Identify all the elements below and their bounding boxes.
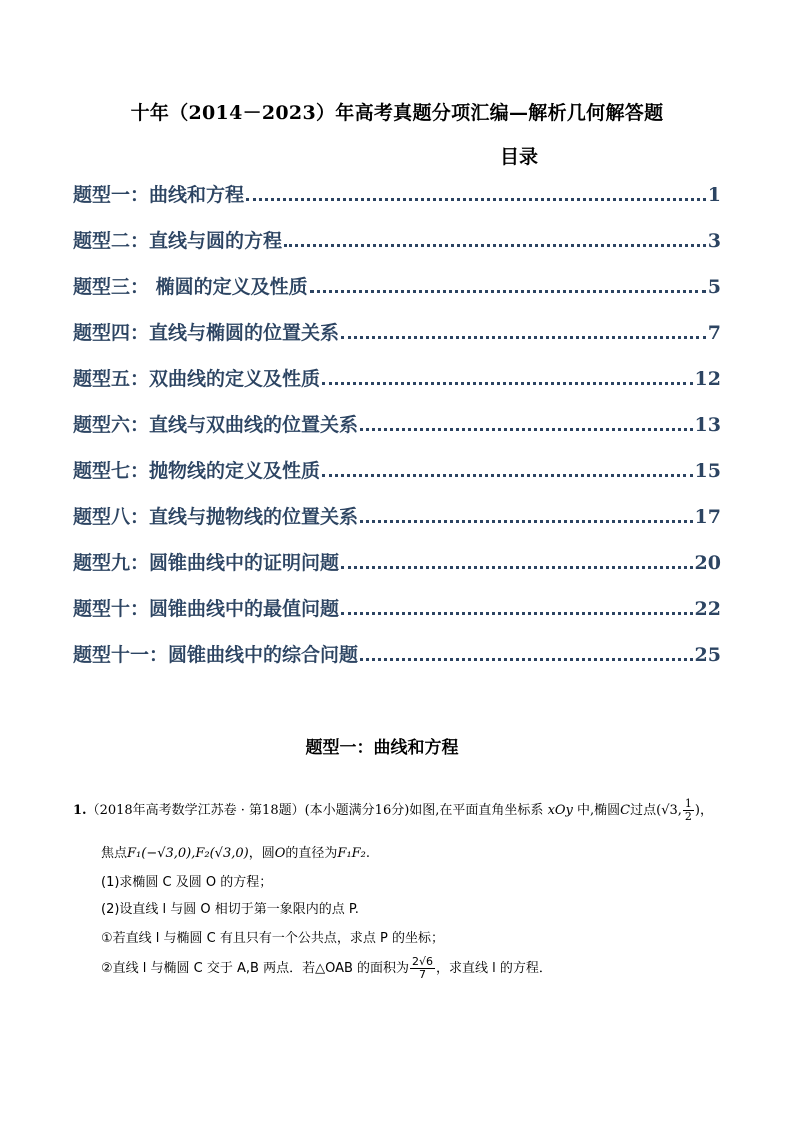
f1f2: F₁F₂ [337,846,366,861]
toc-entry[interactable] [73,640,721,686]
toc-leader-dots [310,289,706,293]
toc-entry[interactable] [73,548,721,594]
toc-entry[interactable] [73,318,721,364]
var-c: C [620,803,631,818]
toc-entry-label: 题型六：直线与双曲线的位置关系 [73,414,359,436]
toc-leader-dots [284,243,706,247]
area-num: 2√6 [412,955,434,968]
sub2-pre: ②直线 l 与椭圆 C 交于 A,B 两点．若△OAB 的面积为 [101,961,410,976]
foci-prefix: 焦点 [101,846,128,861]
question-text: 中,椭圆 [572,803,621,818]
toc-entry-page: 3 [707,230,721,252]
toc-leader-dots [360,657,693,661]
question-part-2: (2)设直线 l 与圆 O 相切于第一象限内的点 P. [101,902,359,917]
toc-entry-page: 13 [694,414,721,436]
question-sub-2 [101,956,552,981]
fraction-area [410,956,435,981]
table-of-contents [73,180,721,686]
foci-mid: ，圆 [248,846,275,861]
foci-end: 的直径为 [285,846,338,861]
foci-coords: F₁(−√3,0),F₂(√3,0) [127,846,249,861]
var-o: O [274,846,286,861]
point-coord: (√3, [656,803,682,818]
toc-entry-page: 7 [707,322,721,344]
toc-entry-label: 题型十：圆锥曲线中的最值问题 [73,598,340,620]
question-number: 1. [73,803,87,818]
toc-leader-dots [360,519,693,523]
toc-entry-label: 题型七：抛物线的定义及性质 [73,460,321,482]
toc-entry-label: 题型一：曲线和方程 [73,184,245,206]
toc-entry[interactable] [73,272,721,318]
section-heading: 题型一：曲线和方程 [305,738,459,758]
question-text-2: 过点 [630,803,657,818]
toc-entry-label: 题型三： 椭圆的定义及性质 [73,276,308,298]
toc-entry-label: 题型九：圆锥曲线中的证明问题 [73,552,340,574]
toc-entry[interactable] [73,180,721,226]
toc-entry-page: 20 [694,552,721,574]
toc-leader-dots [341,565,693,569]
toc-leader-dots [360,427,693,431]
question-source: （2018年高考数学江苏卷 · 第18题）(本小题满分16分)如图,在平面直角坐标系 [86,803,544,818]
fraction-half [683,798,694,823]
frac-den: 2 [684,810,692,823]
question-part-1: (1)求椭圆 C 及圆 O 的方程； [101,875,273,890]
toc-entry[interactable] [73,226,721,272]
toc-entry-page: 22 [694,598,721,620]
toc-leader-dots [322,473,693,477]
question-1-foci [101,842,370,861]
toc-heading: 目录 [500,146,539,168]
document-title: 十年（2014－2023）年高考真题分项汇编—解析几何解答题 [130,102,664,124]
toc-entry-label: 题型二：直线与圆的方程 [73,230,283,252]
toc-entry-label: 题型四：直线与椭圆的位置关系 [73,322,340,344]
area-den: 7 [419,968,427,981]
toc-entry-page: 1 [707,184,721,206]
toc-entry-label: 题型八：直线与抛物线的位置关系 [73,506,359,528]
toc-entry-label: 题型五：双曲线的定义及性质 [73,368,321,390]
toc-entry[interactable] [73,594,721,640]
toc-leader-dots [322,381,693,385]
toc-leader-dots [341,335,706,339]
toc-entry-page: 12 [694,368,721,390]
question-1-intro [73,798,733,823]
var-xoy: xOy [547,803,573,818]
toc-entry-label: 题型十一：圆锥曲线中的综合问题 [73,644,359,666]
toc-entry-page: 17 [694,506,721,528]
toc-entry[interactable] [73,364,721,410]
question-sub-1: ①若直线 l 与椭圆 C 有且只有一个公共点，求点 P 的坐标； [101,931,444,946]
toc-leader-dots [341,611,693,615]
toc-entry[interactable] [73,502,721,548]
toc-entry-page: 5 [707,276,721,298]
toc-entry-page: 25 [694,644,721,666]
toc-leader-dots [246,197,706,201]
period: . [365,846,371,861]
toc-entry[interactable] [73,410,721,456]
point-end: )， [694,803,713,818]
toc-entry[interactable] [73,456,721,502]
sub2-post: ，求直线 l 的方程． [436,961,552,976]
frac-num: 1 [684,797,692,810]
toc-entry-page: 15 [694,460,721,482]
